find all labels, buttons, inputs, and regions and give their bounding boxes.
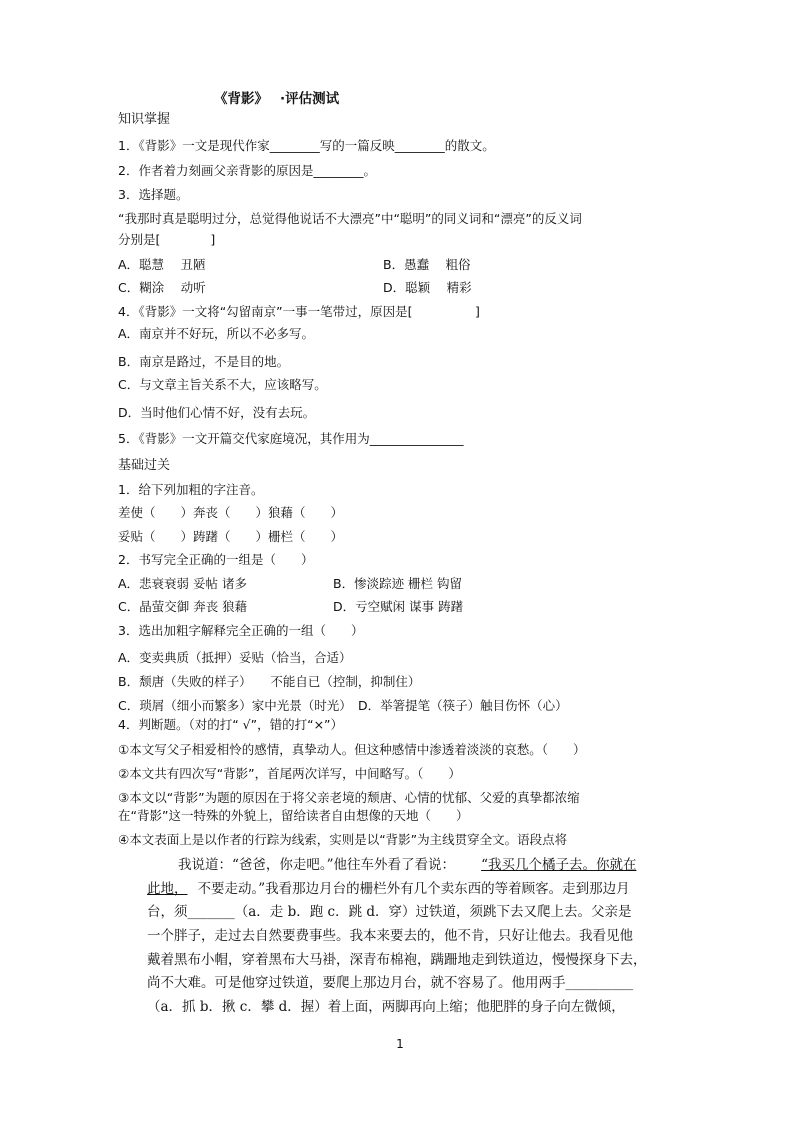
question-2: 2．作者着力刻画父亲背影的原因是________。 bbox=[118, 163, 376, 178]
question-5: 5．《背影》一文开篇交代家庭境况，其作用为_______________ bbox=[118, 431, 464, 446]
passage-line-1 bbox=[178, 855, 698, 876]
q4-option-c: C．与文章主旨关系不大，应该略写。 bbox=[118, 377, 327, 392]
judge-3-line2: 在“背影”这一特殊的外貌上，留给读者自由想像的天地（ ） bbox=[118, 808, 469, 823]
b3-option-b: B．颓唐（失败的样子） 不能自已（控制，抑制住） bbox=[118, 674, 421, 689]
passage-line-2 bbox=[147, 879, 667, 900]
passage-line-1-a: 我说道：“爸爸，你走吧。”他往车外看了看说： bbox=[178, 857, 456, 873]
passage-line-4: 一个胖子，走过去自然要费事些。我本来要去的，他不肯，只好让他去。我看见他 bbox=[147, 928, 633, 944]
basic-question-2: 2．书写完全正确的一组是（ ） bbox=[118, 552, 314, 567]
question-3: 3．选择题。 bbox=[118, 187, 189, 202]
q3-option-b: B．愚蠢 粗俗 bbox=[383, 257, 471, 272]
question-1: 1．《背影》一文是现代作家________写的一篇反映________的散文。 bbox=[118, 138, 495, 153]
section-heading-basics: 基础过关 bbox=[118, 458, 171, 473]
b2-option-c: C．晶萤交御 奔丧 狼藉 bbox=[118, 599, 248, 614]
basic-question-1: 1．给下列加粗的字注音。 bbox=[118, 482, 264, 497]
q3-option-a: A．聪慧 丑陋 bbox=[118, 257, 206, 272]
q3-option-d: D．聪颖 精彩 bbox=[383, 280, 472, 295]
passage-line-6: 尚不大难。可是他穿过铁道，要爬上那边月台，就不容易了。他用两手__________ bbox=[147, 975, 633, 991]
basic-question-3: 3．选出加粗字解释完全正确的一组（ ） bbox=[118, 623, 364, 638]
passage-line-7: （a．抓 b．揪 c．攀 d．握）着上面，两脚再向上缩；他肥胖的身子向左微倾， bbox=[147, 999, 625, 1015]
basic-question-4: 4．判断题。（对的打“ √”，错的打“×”） bbox=[118, 717, 344, 732]
section-heading-knowledge: 知识掌握 bbox=[118, 112, 171, 127]
question-3-stem-line1: “我那时真是聪明过分，总觉得他说话不大漂亮”中“聪明”的同义词和“漂亮”的反义词 bbox=[118, 211, 582, 226]
passage-line-3: 台，须_______（a．走 b．跑 c．跳 d．穿）过铁道，须跳下去又爬上去。父亲是 bbox=[147, 904, 632, 920]
judge-1: ①本文写父子相爱相怜的感情，真挚动人。但这种感情中渗透着淡淡的哀愁。（ ） bbox=[118, 742, 586, 757]
pinyin-row-1: 差使（ ）奔丧（ ）狼藉（ ） bbox=[118, 505, 344, 520]
pinyin-row-2: 妥贴（ ）踌躇（ ）栅栏（ ） bbox=[118, 529, 344, 544]
page-number: 1 bbox=[396, 1037, 404, 1051]
b2-option-a: A．悲衰衰弱 妥帖 诸多 bbox=[118, 576, 247, 591]
judge-4: ④本文表面上是以作者的行踪为线索，实则是以“背影”为主线贯穿全文。语段点将 bbox=[118, 832, 568, 847]
q4-option-d: D．当时他们心情不好，没有去玩。 bbox=[118, 405, 316, 420]
b2-option-d: D．亏空赋闲 谋事 踌躇 bbox=[333, 599, 464, 614]
question-3-stem-line2: 分别是[ ] bbox=[118, 232, 216, 247]
title-subtitle: ·评估测试 bbox=[280, 91, 340, 107]
b3-option-a: A．变卖典质（抵押）妥贴（恰当，合适） bbox=[118, 650, 352, 665]
question-4: 4．《背影》一文将“勾留南京”一事一笔带过，原因是[ ] bbox=[118, 304, 480, 319]
passage-line-1-b: “我买几个橘子去。你就在 bbox=[481, 857, 637, 873]
passage-line-2-a: 此地， bbox=[147, 881, 188, 897]
b3-option-c-d: C．琐屑（细小而繁多）家中光景（时光） D．举箸提笔（筷子）触目伤怀（心） bbox=[118, 698, 568, 713]
b2-option-b: B．惨淡踪迹 栅栏 钩留 bbox=[333, 576, 463, 591]
q4-option-a: A．南京并不好玩，所以不必多写。 bbox=[118, 326, 315, 341]
judge-2: ②本文共有四次写“背影”，首尾两次详写，中间略写。（ ） bbox=[118, 766, 461, 781]
passage-line-5: 戴着黑布小帽，穿着黑布大马褂，深青布棉袍，蹒跚地走到铁道边，慢慢探身下去， bbox=[147, 952, 647, 968]
q3-option-c: C．糊涂 动听 bbox=[118, 280, 206, 295]
q4-option-b: B．南京是路过，不是目的地。 bbox=[118, 354, 290, 369]
title-book: 《背影》 bbox=[214, 91, 268, 107]
judge-3-line1: ③本文以“背影”为题的原因在于将父亲老境的颓唐、心情的忧郁、父爱的真挚都浓缩 bbox=[118, 790, 580, 805]
passage-line-2-b: 不要走动。”我看那边月台的栅栏外有几个卖东西的等着顾客。走到那边月 bbox=[197, 881, 630, 897]
